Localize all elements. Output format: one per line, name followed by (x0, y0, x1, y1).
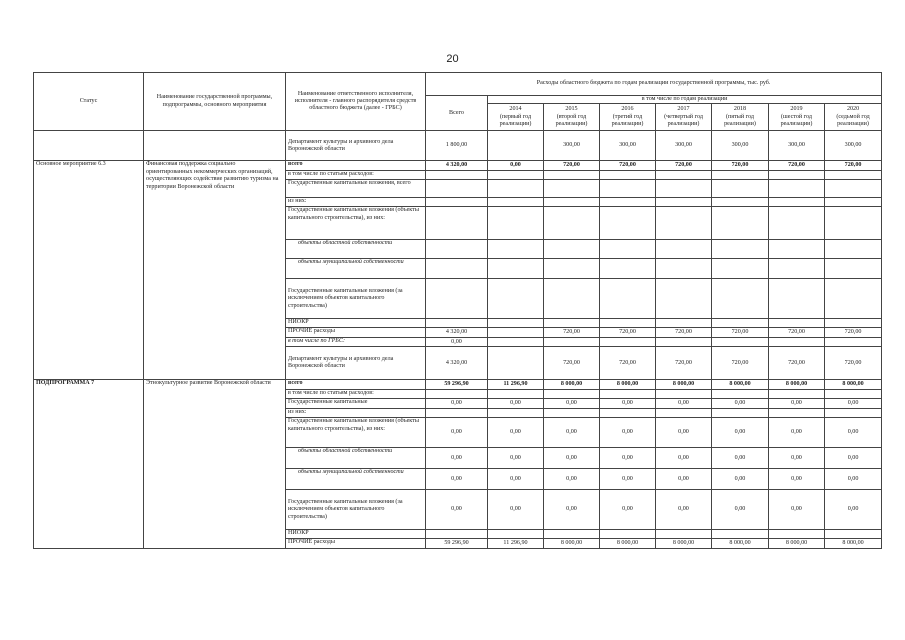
header-year-2017: 2017 (четвертый год реализации) (656, 104, 712, 131)
row-label: Государственные капитальные (286, 399, 426, 409)
row-label: в том числе по статьям расходов: (286, 171, 426, 180)
table-row: ПОДПРОГРАММА 7 Этнокультурное развитие Воронежской области всего 59 296,90 11 296,90 8 000,00 8 000,00 8 000,00 8 000,00 8 000,00 8 000,00 (34, 380, 882, 390)
header-status: Статус (34, 73, 144, 131)
row-label: НИОКР (286, 319, 426, 328)
header-by-years: в том числе по годам реализации (488, 96, 882, 104)
budget-table (33, 72, 882, 549)
row-label: ПРОЧИЕ расходы (286, 539, 426, 549)
header-expenses-title: Расходы областного бюджета по годам реализации государственной программы, тыс. руб. (426, 73, 882, 96)
row-label: в том числе по ГРБС: (286, 338, 426, 347)
row-name: Финансовая поддержка социально ориентированных некоммерческих организаций, осуществляющих содействие развитию туризма на территории Воронежской области (144, 161, 286, 380)
row-label: НИОКР (286, 530, 426, 539)
table-row: Департамент культуры и архивного дела Воронежской области 4 320,00 720,00 720,00 720,00 720,00 720,00 720,00 (34, 347, 882, 380)
header-year-2014: 2014 (первый год реализации) (488, 104, 544, 131)
table-row: ПРОЧИЕ расходы 4 320,00 720,00 720,00 720,00 720,00 720,00 720,00 (34, 328, 882, 338)
header-year-2020: 2020 (седьмой год реализации) (825, 104, 882, 131)
header-total: Всего (426, 96, 488, 131)
row-label: из них: (286, 409, 426, 418)
table-row: объекты областной собственности 0,00 0,00 0,00 0,00 0,00 0,00 0,00 0,00 (34, 448, 882, 469)
table-row: Департамент культуры и архивного дела Воронежской области 1 800,00 300,00 300,00 300,00 300,00 300,00 300,00 (34, 131, 882, 161)
table-row: объекты муниципальной собственности 0,00 0,00 0,00 0,00 0,00 0,00 0,00 0,00 (34, 469, 882, 490)
header-executor: Наименование ответственного исполнителя, исполнителя - главного распорядителя средств областного бюджета (далее - ГРБС) (286, 73, 426, 131)
header-year-2019: 2019 (шестой год реализации) (769, 104, 825, 131)
header-year-2016: 2016 (третий год реализации) (600, 104, 656, 131)
table-row: Государственные капитальные 0,00 0,00 0,00 0,00 0,00 0,00 0,00 0,00 (34, 399, 882, 409)
header-name: Наименование государственной программы, подпрограммы, основного мероприятия (144, 73, 286, 131)
header-year-2018: 2018 (пятый год реализации) (712, 104, 769, 131)
row-status: ПОДПРОГРАММА 7 (34, 380, 144, 549)
header-year-2015: 2015 (второй год реализации) (544, 104, 600, 131)
row-label: в том числе по статьям расходов: (286, 390, 426, 399)
row-label: объекты областной собственности (286, 240, 426, 259)
row-label: Государственные капитальные вложения (за исключением объектов капитального строительства) (286, 279, 426, 319)
row-label: Департамент культуры и архивного дела Воронежской области (286, 347, 426, 380)
row-label: объекты муниципальной собственности (286, 469, 426, 490)
row-label: из них: (286, 198, 426, 207)
row-label: ПРОЧИЕ расходы (286, 328, 426, 338)
page-number: 20 (446, 53, 459, 65)
table-row: ПРОЧИЕ расходы 59 296,90 11 296,90 8 000,00 8 000,00 8 000,00 8 000,00 8 000,00 8 000,00 (34, 539, 882, 549)
table-row: Государственные капитальные вложения (за исключением объектов капитального строительства) 0,00 0,00 0,00 0,00 0,00 0,00 0,00 0,00 (34, 490, 882, 530)
row-label: Государственные капитальные вложения (объекты капитального строительства), из них: (286, 207, 426, 240)
table-row: в том числе по ГРБС: 0,00 (34, 338, 882, 347)
row-label: Государственные капитальные вложения, всего (286, 180, 426, 198)
table-row: Основное мероприятие 6.3 Финансовая поддержка социально ориентированных некоммерческих организаций, осуществляющих содействие развитию туризма на территории Воронежской области всего 4 320,00 0,00 720,00 720,00 720,00 720,00 720,00 720,00 (34, 161, 882, 171)
row-label: объекты областной собственности (286, 448, 426, 469)
row-label: Департамент культуры и архивного дела Воронежской области (286, 131, 426, 161)
row-label: всего (286, 161, 426, 171)
row-name: Этнокультурное развитие Воронежской области (144, 380, 286, 549)
row-status: Основное мероприятие 6.3 (34, 161, 144, 380)
row-label: объекты муниципальной собственности (286, 259, 426, 279)
row-label: Государственные капитальные вложения (за исключением объектов капитального строительства) (286, 490, 426, 530)
table-row: Государственные капитальные вложения (объекты капитального строительства), из них: 0,00 0,00 0,00 0,00 0,00 0,00 0,00 0,00 (34, 418, 882, 448)
row-label: всего (286, 380, 426, 390)
row-label: Государственные капитальные вложения (объекты капитального строительства), из них: (286, 418, 426, 448)
